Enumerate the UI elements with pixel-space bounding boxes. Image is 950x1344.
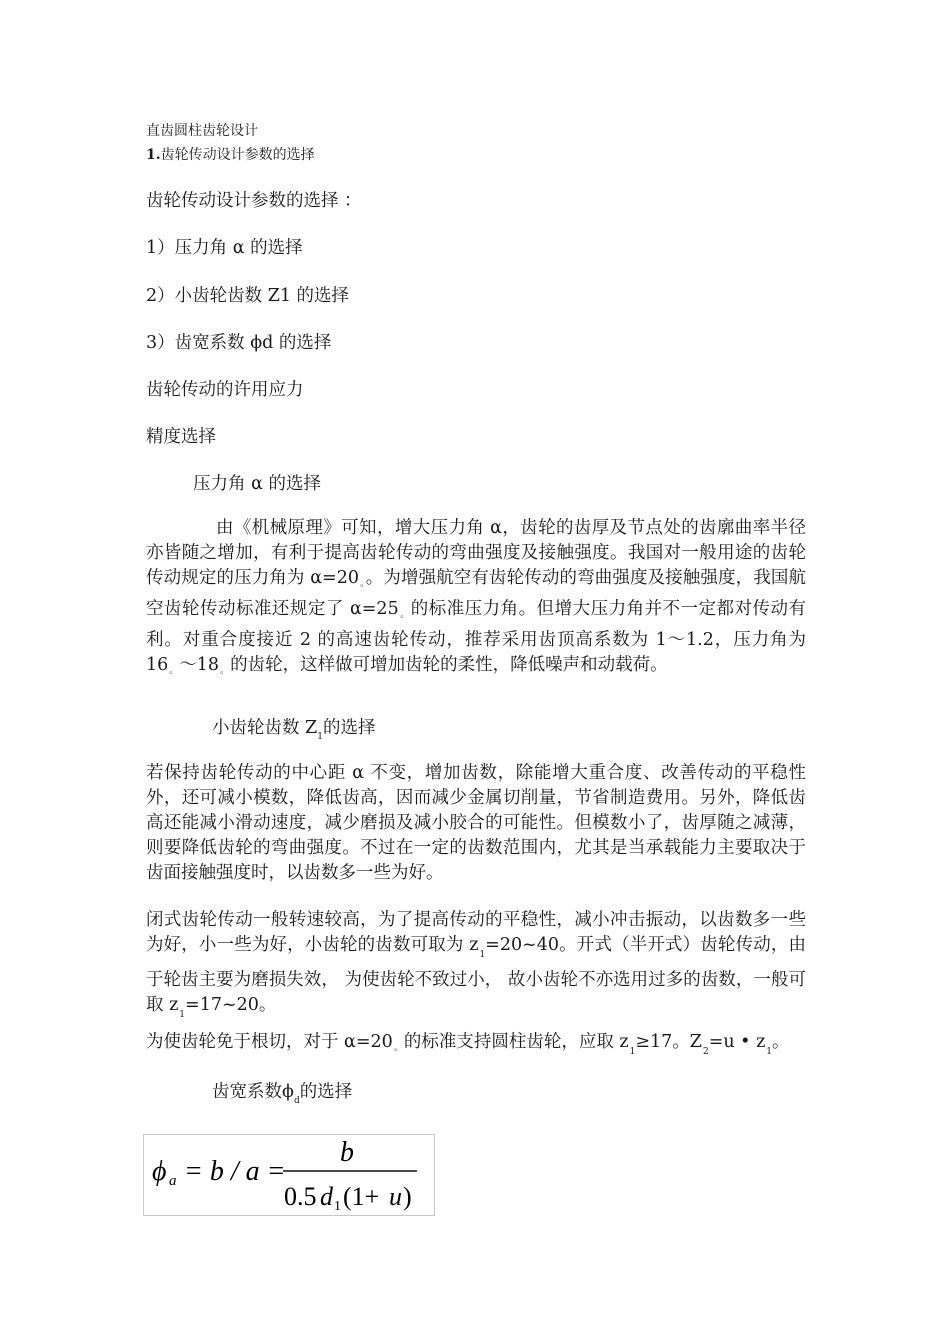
overview-item-3: 3）齿宽系数 ϕd 的选择: [146, 333, 332, 353]
section-title: 齿轮传动设计参数的选择: [160, 147, 315, 163]
tn-p3-text-3: ≥17。Z: [635, 1032, 702, 1052]
doc-title: 直齿圆柱齿轮设计: [146, 123, 258, 139]
tn-p2-sub-2: 1: [179, 1010, 186, 1020]
tn-p3-text-5: 。: [772, 1032, 790, 1052]
formula-den-b: (1+: [343, 1182, 380, 1211]
tn-p2-sub-1: 1: [479, 950, 486, 960]
tn-p3-text-4: =u • z: [708, 1032, 766, 1052]
tn-p2-text-3: =17~20。: [185, 995, 277, 1015]
tn-heading-tail: 的选择: [322, 718, 376, 738]
tn-p3-degree: 。: [393, 1043, 403, 1053]
formula-eq1: = b / a =: [184, 1156, 286, 1187]
teeth-number-heading: [212, 714, 375, 742]
precision-heading: 精度选择: [146, 427, 216, 447]
pa-text-2: 。为增强航空有齿轮传动的弯曲强度及接触强度，我国航空齿轮传动标准还规定了 α=25: [146, 568, 806, 619]
allowable-stress-heading: 齿轮传动的许用应力: [146, 380, 304, 400]
fw-heading-sub: d: [293, 1096, 300, 1106]
pa-text-5: 的齿轮，这样做可增加齿轮的柔性，降低噪声和动载荷。: [230, 655, 668, 675]
pa-degree-3: 。: [169, 666, 179, 676]
fw-heading-tail: 的选择: [299, 1082, 353, 1102]
formula-svg: [144, 1135, 434, 1215]
formula-phi-sub: a: [169, 1173, 177, 1189]
tn-p2-text-1: 闭式齿轮传动一般转速较高，为了提高传动的平稳性，减小冲击振动，以齿数多一些为好，小一些为好，小齿轮的齿数可取为 z: [146, 910, 806, 955]
formula-den-d: d: [320, 1182, 333, 1211]
section-heading: [146, 144, 315, 164]
tn-heading-text: 小齿轮齿数 Z: [212, 718, 318, 738]
pa-text-1: 由《机械原理》可知，增大压力角 α，齿轮的齿厚及节点处的齿廓曲率半径亦皆随之增加，有利于提高齿轮传动的弯曲强度及接触强度。我国对一般用途的齿轮传动规定的压力角为 α=20: [146, 518, 806, 588]
formula-den-u: u: [389, 1182, 402, 1211]
tn-p3-sub-3: 1: [766, 1047, 773, 1057]
teeth-number-paragraph-2: [146, 908, 806, 1028]
fw-heading-text: 齿宽系数ϕ: [212, 1082, 294, 1102]
overview-item-1: 1）压力角 α 的选择: [146, 238, 303, 258]
tn-heading-sub: 1: [317, 732, 323, 742]
tn-p3-sub-2: 2: [702, 1047, 709, 1057]
pressure-angle-heading: 压力角 α 的选择: [193, 474, 321, 494]
formula-den-a: 0.5: [284, 1182, 317, 1211]
formula-numerator: b: [340, 1137, 354, 1168]
teeth-number-paragraph-3: [146, 1030, 806, 1065]
pa-degree-1: 。: [359, 579, 365, 589]
formula-den-sub: 1: [334, 1199, 341, 1214]
tn-p3-text-2: 的标准支持圆柱齿轮，应取 z: [403, 1032, 629, 1052]
teeth-number-paragraph-1: 若保持齿轮传动的中心距 α 不变，增加齿数，除能增大重合度、改善传动的平稳性外，还可减小模数，降低齿高，因而减少金属切削量，节省制造费用。另外，降低齿高还能减小滑动速度，减少磨损及减小胶合的可能性。但模数小了，齿厚随之减薄，则要降低齿轮的弯曲强度。不过在一定的齿数范围内，尤其是当承载能力主要取决于齿面接触强度时，以齿数多一些为好。: [146, 763, 806, 883]
tn-p3-text-1: 为使齿轮免于根切，对于 α=20: [146, 1032, 393, 1052]
pa-text-4: ～18: [179, 655, 220, 675]
pressure-angle-paragraph: [146, 516, 806, 684]
face-width-heading: [212, 1078, 352, 1106]
tn-p2-text-2: =20~40。开式（半开式）齿轮传动，由于轮齿主要为磨损失效， 为使齿轮不致过小， 故小齿轮不亦选用过多的齿数，一般可取 z: [146, 935, 806, 1015]
pa-degree-4: 。: [220, 666, 230, 676]
section-number: 1.: [146, 147, 161, 163]
pa-degree-2: 。: [399, 610, 410, 620]
overview-item-2: 2）小齿轮齿数 Z1 的选择: [146, 286, 350, 306]
tn-p3-sub-1: 1: [629, 1047, 636, 1057]
face-width-formula: [143, 1134, 435, 1216]
overview-heading: 齿轮传动设计参数的选择 ：: [146, 191, 362, 211]
formula-phi: ϕ: [152, 1156, 167, 1187]
pa-text-3: 的标准压力角。但增大压力角并不一定都对传动有利。对重合度接近 2 的高速齿轮传动，推荐采用齿顶高系数为 1～1.2，压力角为 16: [146, 599, 806, 675]
formula-den-c: ): [403, 1182, 412, 1211]
